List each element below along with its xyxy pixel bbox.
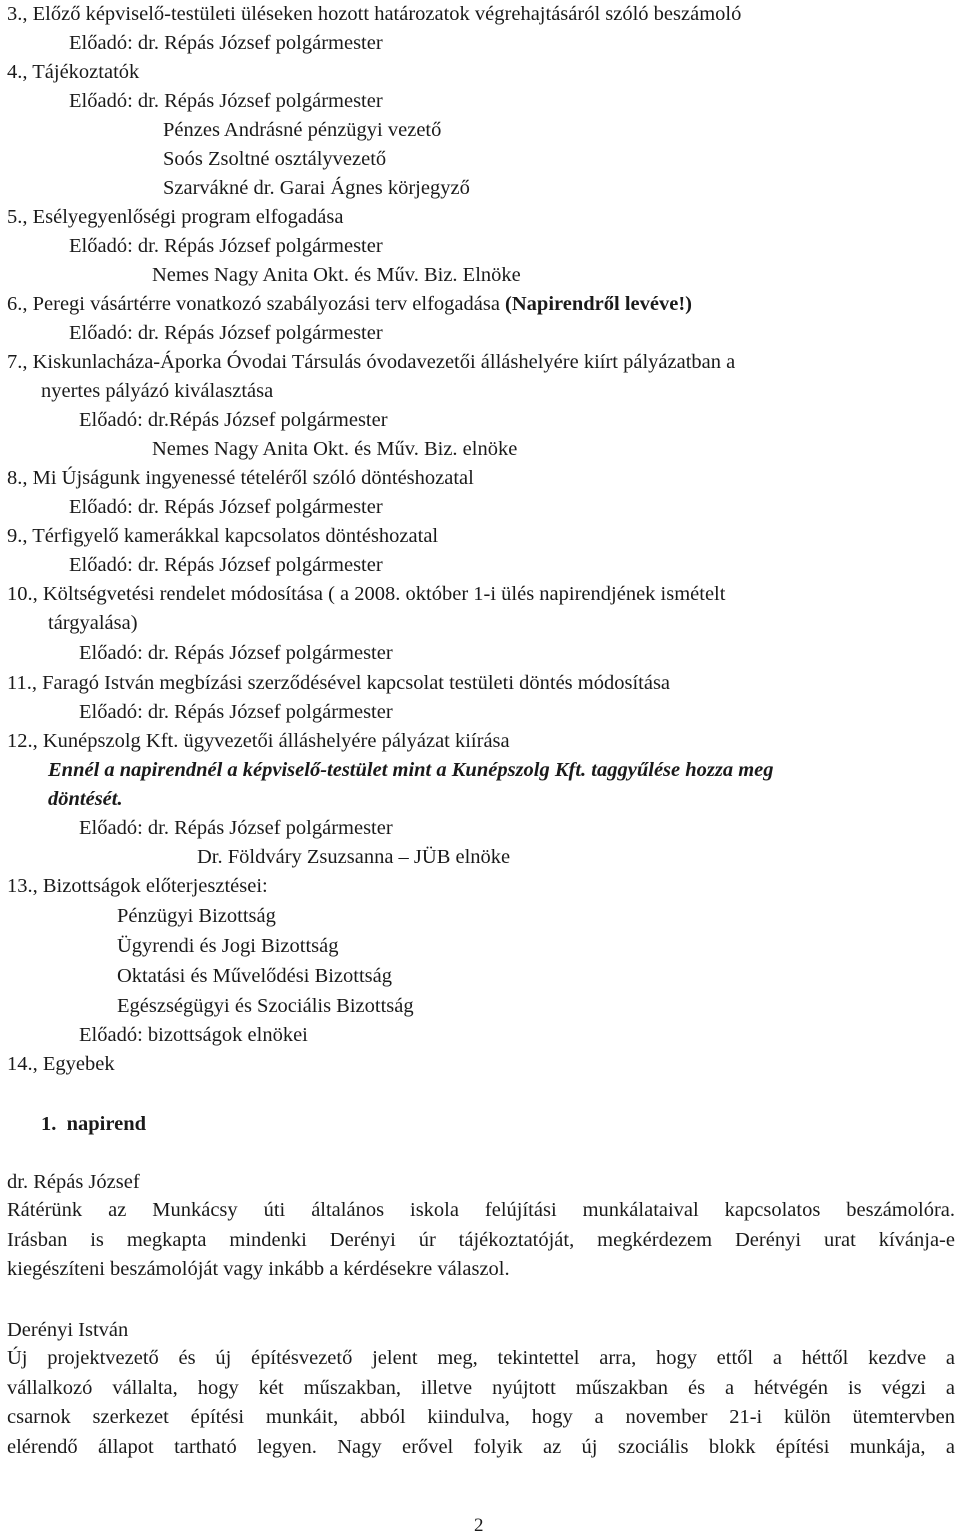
agenda-item-11-title: 11., Faragó István megbízási szerződésével kapcsolat testületi döntés módosítása [7, 672, 671, 694]
agenda-item-5-extra: Nemes Nagy Anita Okt. és Műv. Biz. Elnöke [152, 264, 521, 286]
speaker-name: Derényi István [7, 1319, 129, 1341]
agenda-item-7-title: 7., Kiskunlacháza-Áporka Óvodai Társulás óvodavezetői álláshelyére kiírt pályázatban a [7, 351, 736, 373]
speech-line: Irásban is megkapta mindenki Derényi úr tájékoztatóját, megkérdezem Derényi urat kívánja-e [7, 1228, 955, 1251]
agenda-item-7-title-cont: nyertes pályázó kiválasztása [41, 380, 274, 402]
agenda-item-12-presenter: Előadó: dr. Répás József polgármester [79, 817, 393, 839]
agenda-item-4-extra: Pénzes Andrásné pénzügyi vezető [163, 119, 442, 141]
agenda-item-12-title: 12., Kunépszolg Kft. ügyvezetői álláshelyére pályázat kiírása [7, 730, 510, 752]
agenda-item-3-title: 3., Előző képviselő-testületi üléseken hozott határozatok végrehajtásáról szóló beszámoló [7, 3, 742, 25]
agenda-item-7-presenter: Előadó: dr.Répás József polgármester [79, 409, 388, 431]
agenda-item-5-title: 5., Esélyegyenlőségi program elfogadása [7, 206, 344, 228]
committee-name: Egészségügyi és Szociális Bizottság [117, 995, 414, 1017]
committee-name: Pénzügyi Bizottság [117, 905, 276, 927]
agenda-item-10-title: 10., Költségvetési rendelet módosítása ( a 2008. október 1-i ülés napirendjének ismételt [7, 583, 726, 605]
agenda-item-11-presenter: Előadó: dr. Répás József polgármester [79, 701, 393, 723]
agenda-item-4-presenter: Előadó: dr. Répás József polgármester [69, 90, 383, 112]
agenda-item-10-presenter: Előadó: dr. Répás József polgármester [79, 642, 393, 664]
speech-text [7, 1196, 955, 1285]
agenda-item-6-title [7, 294, 692, 315]
speech-line: csarnok szerkezet építési munkáit, abból kiindulva, hogy a november 21-i külön ütemtervben [7, 1406, 955, 1428]
agenda-item-10-title-cont: tárgyalása) [48, 612, 138, 634]
committee-name: Oktatási és Művelődési Bizottság [117, 965, 392, 987]
agenda-item-14-title: 14., Egyebek [7, 1053, 115, 1075]
speech-line: Új projektvezető és új építésvezető jelent meg, tekintettel arra, hogy ettől a héttől kezdve a [7, 1347, 955, 1369]
agenda-item-12-note: Ennél a napirendnél a képviselő-testület mint a Kunépszolg Kft. taggyűlése hozza meg [48, 759, 774, 781]
speech-line: Rátérünk az Munkácsy úti általános iskola felújítási munkálataival kapcsolatos beszámolóra. [7, 1199, 955, 1221]
agenda-item-6-note: (Napirendről levéve!) [505, 293, 692, 315]
agenda-item-4-title: 4., Tájékoztatók [7, 61, 140, 83]
agenda-item-12-note-cont: döntését. [48, 788, 123, 810]
speech-line: kiegészíteni beszámolóját vagy inkább a kérdésekre válaszol. [7, 1258, 510, 1280]
speaker-name: dr. Répás József [7, 1171, 140, 1193]
agenda-item-13-presenter: Előadó: bizottságok elnökei [79, 1024, 308, 1046]
section-heading: 1. napirend [41, 1113, 147, 1135]
speech-text [7, 1344, 955, 1462]
speech-line: elérendő állapot tartható legyen. Nagy erővel folyik az új szociális blokk építési munkája, a [7, 1435, 955, 1458]
committee-name: Ügyrendi és Jogi Bizottság [117, 935, 339, 957]
agenda-item-7-extra: Nemes Nagy Anita Okt. és Műv. Biz. elnöke [152, 438, 518, 460]
agenda-item-4-extra: Soós Zsoltné osztályvezető [163, 148, 387, 170]
agenda-item-3-presenter: Előadó: dr. Répás József polgármester [69, 32, 383, 54]
agenda-item-12-extra: Dr. Földváry Zsuzsanna – JÜB elnöke [197, 846, 511, 868]
agenda-item-9-title: 9., Térfigyelő kamerákkal kapcsolatos döntéshozatal [7, 525, 439, 547]
agenda-item-9-presenter: Előadó: dr. Répás József polgármester [69, 554, 383, 576]
agenda-item-8-title: 8., Mi Újságunk ingyenessé tételéről szóló döntéshozatal [7, 467, 474, 489]
agenda-item-5-presenter: Előadó: dr. Répás József polgármester [69, 235, 383, 257]
agenda-item-4-extra: Szarvákné dr. Garai Ágnes körjegyző [163, 177, 470, 199]
agenda-item-6-presenter: Előadó: dr. Répás József polgármester [69, 322, 383, 344]
speech-line: vállalkozó vállalta, hogy két műszakban, illetve nyújtott műszakban és a hétvégén is végzi a [7, 1376, 955, 1399]
agenda-item-13-title: 13., Bizottságok előterjesztései: [7, 875, 268, 897]
page-number: 2 [474, 1515, 484, 1536]
agenda-item-6-title-text: 6., Peregi vásártérre vonatkozó szabályozási terv elfogadása [7, 293, 500, 315]
agenda-item-8-presenter: Előadó: dr. Répás József polgármester [69, 496, 383, 518]
